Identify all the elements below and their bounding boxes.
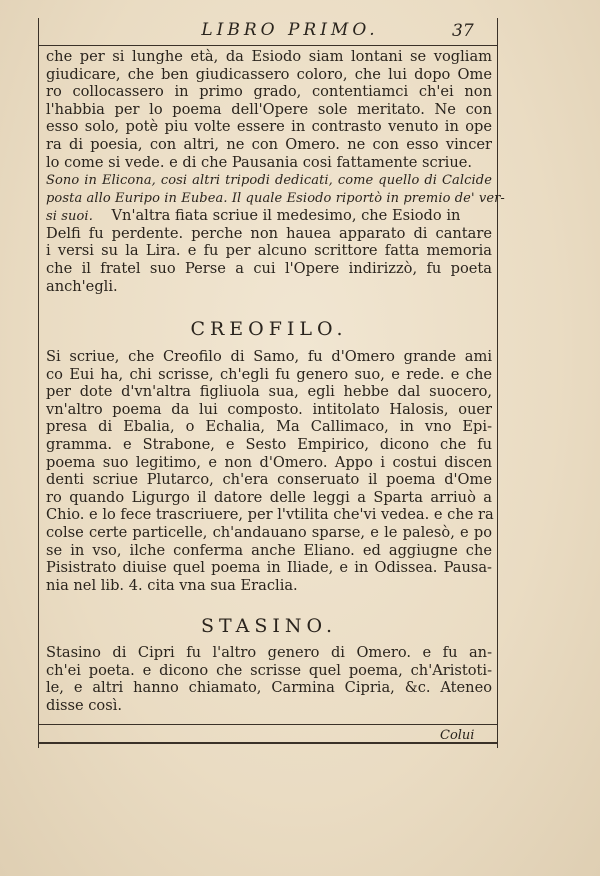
catchword: Colui	[440, 728, 475, 743]
verse-line: Sono in Elicona, cosi altri tripodi dedicati, come quello di Calcide	[46, 173, 492, 188]
text-line: vn'altro poema da lui composto. intitolato Halosis, ouer	[46, 400, 492, 418]
text-line: che per si lunghe età, da Esiodo siam lontani se vogliam	[46, 48, 492, 65]
text-line: ch'ei poeta. e dicono che scrisse quel poema, ch'Aristoti-	[46, 661, 492, 679]
verse-line: posta allo Euripo in Eubea. Il quale Esiodo riportò in premio de' ver-	[46, 190, 505, 206]
text-line	[46, 207, 492, 225]
text-line: nia nel lib. 4. cita vna sua Eraclia.	[46, 576, 298, 594]
text-line: gramma. e Strabone, e Sesto Empirico, dicono che fu	[46, 435, 492, 453]
text-line: l'habbia per lo poema dell'Opere sole meritato. Ne con	[46, 100, 492, 118]
right-margin-rule	[497, 18, 498, 748]
text-line: denti scriue Plutarco, ch'era conseruato il poema d'Ome	[46, 471, 492, 489]
text-line: per dote d'vn'altra figliuola sua, egli hebbe dal suocero,	[46, 383, 492, 401]
text-line: disse così.	[46, 696, 123, 714]
header-rule	[38, 45, 498, 46]
text-line: Chio. e lo fece trascriuere, per l'vtilita che'vi vedea. e che ra	[46, 506, 494, 524]
text-line: che il fratel suo Perse a cui l'Opere indirizzò, fu poeta	[46, 259, 492, 277]
section-body-stasino	[46, 644, 492, 714]
paragraph-delfi	[46, 225, 492, 295]
text-line: ro collocassero in primo grado, contentiamci ch'ei non	[46, 83, 492, 101]
text-line: ro quando Ligurgo il datore delle leggi a Sparta arriuò a	[46, 488, 492, 506]
section-heading-creofilo: CREOFILO.	[190, 318, 348, 340]
text-line: lo come si vede. e di che Pausania cosi fattamente scriue.	[46, 153, 473, 171]
text-line: presa di Ebalia, o Echalia, Ma Callimaco, in vno Epi-	[46, 418, 492, 436]
text-line: Pisistrato diuise quel poema in Iliade, e in Odissea. Pausa-	[46, 559, 492, 577]
text-line: se in vso, ilche conferma anche Eliano. ed aggiugne che	[46, 541, 492, 559]
verse-end: si suoi.	[46, 209, 93, 225]
page-number: 37	[452, 21, 474, 41]
text-line: giudicare, che ben giudicassero coloro, che lui dopo Ome	[46, 65, 492, 83]
footer-rule	[38, 724, 498, 725]
section-heading-stasino: STASINO.	[200, 615, 338, 637]
text-line: Si scriue, che Creofilo di Samo, fu d'Omero grande ami	[46, 348, 492, 365]
running-head: LIBRO PRIMO.	[201, 20, 379, 40]
text-line: anch'egli.	[46, 277, 118, 295]
text-line: co Eui ha, chi scrisse, ch'egli fu genero suo, e rede. e che	[46, 365, 492, 383]
footer-rule-bottom	[38, 742, 498, 744]
text-fragment: Vn'altra fiata scriue il medesimo, che Esiodo in	[111, 207, 461, 225]
text-line: poema suo legitimo, e non d'Omero. Appo i costui discen	[46, 453, 492, 471]
text-line: esso solo, potè piu volte essere in contrasto venuto in ope	[46, 118, 492, 136]
verse-quotation	[46, 172, 505, 225]
text-line: i versi su la Lira. e fu per alcuno scrittore fatta memoria	[46, 242, 492, 260]
text-line: ra di poesia, con altri, ne con Omero. ne con esso vincer	[46, 135, 492, 153]
text-line: colse certe particelle, ch'andauano sparse, e le palesò, e po	[46, 523, 492, 541]
section-body-creofilo	[46, 348, 492, 594]
text-line: Delfi fu perdente. perche non hauea apparato di cantare	[46, 224, 492, 242]
text-line: Stasino di Cipri fu l'altro genero di Omero. e fu an-	[46, 644, 492, 661]
text-line: le, e altri hanno chiamato, Carmina Cipria, &c. Ateneo	[46, 679, 492, 697]
left-margin-rule	[38, 18, 39, 748]
paragraph-esiodo	[46, 48, 492, 171]
